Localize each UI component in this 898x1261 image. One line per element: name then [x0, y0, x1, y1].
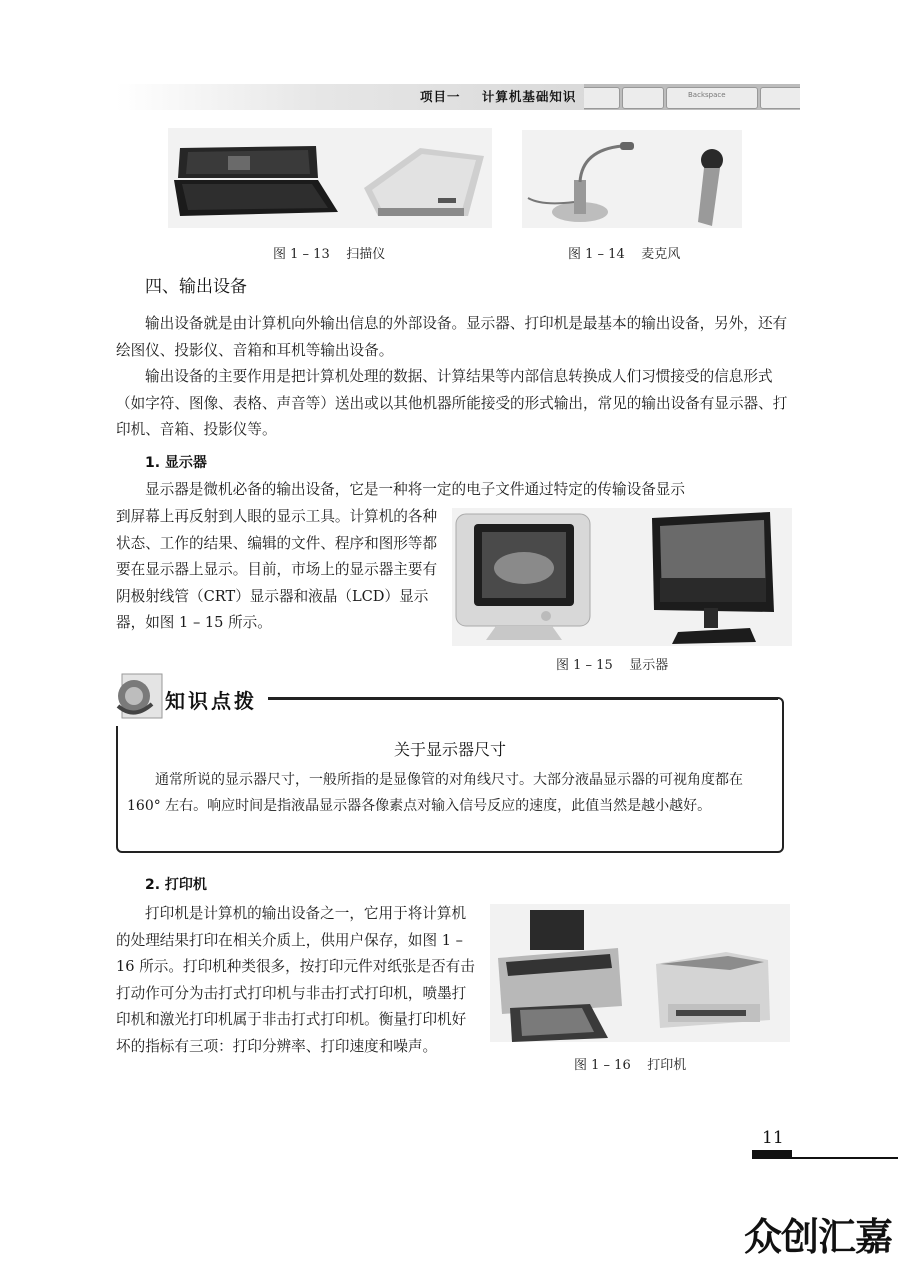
scanner-photos: [168, 128, 492, 228]
monitor-paragraph-first-line: 显示器是微机必备的输出设备，它是一种将一定的电子文件通过特定的传输设备显示: [145, 481, 685, 498]
page-number-bar: [752, 1150, 792, 1157]
monitor-photos: [452, 508, 792, 646]
knowledge-tip-tag-rule: [268, 698, 778, 700]
page-number-rule: [752, 1157, 898, 1159]
watermark-logo: 众创汇嘉: [744, 1215, 893, 1259]
printer-photos: [490, 904, 790, 1042]
microphone-photos: [522, 130, 742, 228]
figure-caption-1-16: 图 1 – 16 打印机: [574, 1058, 687, 1073]
printer-text: [116, 901, 476, 1060]
knowledge-tip-icon: [108, 668, 168, 726]
running-header-title: 项目一 计算机基础知识: [420, 89, 577, 104]
keyboard-keys-image: [584, 84, 800, 110]
knowledge-tip-title: 关于显示器尺寸: [393, 740, 506, 759]
printer-paragraph: 打印机是计算机的输出设备之一，它用于将计算机的处理结果打印在相关介质上，供用户保存，如图 1 –16 所示。打印机种类很多，按打印元件对纸张是否有击打动作可分为击打式打印机与非击打式打印机，喷墨打印机和激光打印机属于非击打式打印机。衡量打印机好坏的指标有三项：打印分辨率、打印速度和噪声。: [116, 905, 475, 1055]
figure-caption-1-15: 图 1 – 15 显示器: [556, 658, 669, 673]
section-heading-output-devices: 四、输出设备: [145, 277, 247, 297]
monitor-text-wrap: [116, 504, 438, 637]
monitor-paragraph-rest: 到屏幕上再反射到人眼的显示工具。计算机的各种状态、工作的结果、编辑的文件、程序和图形等都要在显示器上显示。目前，市场上的显示器主要有阴极射线管（CRT）显示器和液晶（LCD）显示器，如图 1 – 15 所示。: [116, 508, 438, 631]
knowledge-tip-body: [127, 767, 775, 819]
figure-caption-1-13: 图 1 – 13 扫描仪: [273, 247, 386, 262]
page-number: 11: [762, 1128, 784, 1148]
output-devices-text: [116, 311, 792, 444]
subheading-printer: 2. 打印机: [145, 877, 207, 893]
monitor-text-line1: [116, 477, 796, 504]
keyboard-key-label: Backspace: [688, 91, 726, 99]
subheading-monitor: 1. 显示器: [145, 455, 207, 471]
knowledge-tip-paragraph: 通常所说的显示器尺寸，一般所指的是显像管的对角线尺寸。大部分液晶显示器的可视角度都在 160° 左右。响应时间是指液晶显示器各像素点对输入信号反应的速度，此值当然是越小越好。: [127, 772, 743, 814]
figure-caption-1-14: 图 1 – 14 麦克风: [568, 247, 681, 262]
knowledge-tip-tag: 知识点拨: [165, 689, 257, 713]
paragraph-output-purpose: 输出设备的主要作用是把计算机处理的数据、计算结果等内部信息转换成人们习惯接受的信息形式（如字符、图像、表格、声音等）送出或以其他机器所能接受的形式输出，常见的输出设备有显示器、打印机、音箱、投影仪等。: [116, 368, 788, 438]
paragraph-output-definition: 输出设备就是由计算机向外输出信息的外部设备。显示器、打印机是最基本的输出设备，另外，还有绘图仪、投影仪、音箱和耳机等输出设备。: [116, 315, 788, 359]
